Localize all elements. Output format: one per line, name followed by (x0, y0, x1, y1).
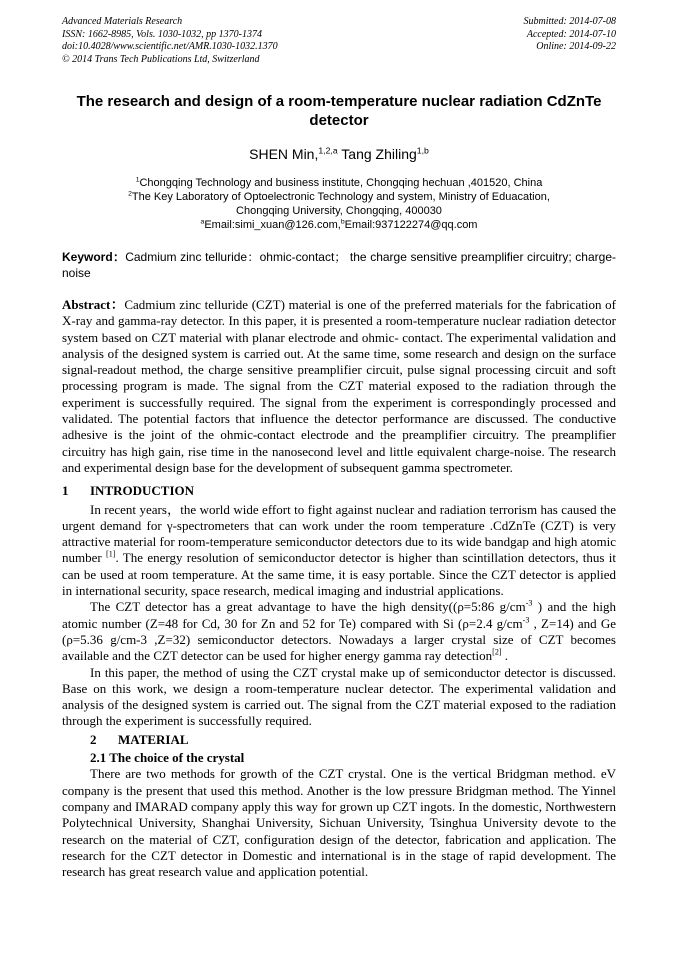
section-2-heading (90, 732, 616, 748)
section-2-number: 2 (90, 731, 97, 747)
page-header (62, 16, 616, 66)
abstract-paragraph: Abstract：Cadmium zinc telluride (CZT) material is one of the preferred materials for the fabrication of X-ray and gamma-ray detector. In this paper, it is presented a room-temperature nuclear radiation detector system based on CZT material with planar electrode and ohmic- contact. The experimental validation and analysis of the designed system is carried out. At the same time, some research and design on the surface signal-readout method, the charge sensitive preamplifier circuit, pulse signal processing circuit and soft processing program is made. The signal from the CZT material exposed to the radiation through the experiment is successfully required. The signal from the experiment is correspondingly processed and validated. The potential factors that influence the detector performance are discussed. The conductive adhesive is the joint of the ohmic-contact electrode and the preamplifier circuitry. The preamplifier circuitry has high gain, rise time in the nanosecond level and little equivalent charge-noise. The research and experimental design base for the development of subsequent gamma spectrometer. (62, 297, 616, 475)
doi-line: doi:10.4028/www.scientific.net/AMR.1030-1032.1370 (62, 41, 278, 52)
section-1-heading (62, 483, 616, 499)
section-2-title: MATERIAL (118, 731, 189, 747)
submitted-date: Submitted: 2014-07-08 (523, 16, 616, 27)
intro-paragraph-1: In recent years，the world wide effort to fight against nuclear and radiation terrorism has caused the urgent demand for γ-spectrometers that can work under the room temperature .CdZnTe (CZT) is very attractive material for room-temperature semiconductor detectors due to its wide bandgap and high atomic number [1]. The energy resolution of semiconductor detector is higher than scintillation detectors, thus it can be used at room temperature. At the same time, it is easy portable. Since the CZT detector is applied in international security, space research, medical imaging and industrial applications. (62, 501, 616, 599)
dates-info (524, 16, 617, 66)
affiliations (62, 176, 616, 232)
affiliation-2: $^2$The Key Laboratory of Optoelectronic Technology and system, Ministry of Eduacation, Chongqing University, Chongqing, 400030 (128, 190, 550, 217)
section-1-title: INTRODUCTION (90, 483, 195, 499)
intro-paragraph-3: In this paper, the method of using the CZT crystal make up of semiconductor detector is discussed. Base on this work, we design a room-temperature nuclear detector. The experimental validation and analysis of the designed system is carried out. The signal from the CZT material exposed to the radiation through the experiment is successfully required. (62, 664, 616, 729)
affiliation-1: $^1$Chongqing Technology and business institute, Chongqing hechuan ,401520, China (135, 176, 543, 189)
section-2-1-heading: 2.1 The choice of the crystal (90, 750, 245, 766)
accepted-date: Accepted: 2014-07-10 (526, 28, 616, 40)
copyright-line: © 2014 Trans Tech Publications Ltd, Switzerland (62, 53, 260, 65)
paper-title: The research and design of a room-temperature nuclear radiation CdZnTe detector (76, 93, 602, 129)
material-paragraph: There are two methods for growth of the CZT crystal. One is the vertical Bridgman method. eV company is the present that used this method. Another is the low pressure Bridgman method. The Yinnel company and IMARAD company apply this way for grown up CZT ingots. In the domestic, Northwestern Polytechnical University, Shanghai University, Sichuan University, Tsinghua University devote to the research on the material of CZT, configuration design of the detector, fabrication and application. The research for the CZT detector in Domestic and international is in the stage of rapid development. The research has great research value and application potential. (62, 766, 616, 880)
online-date: Online: 2014-09-22 (536, 41, 616, 52)
intro-paragraph-2: The CZT detector has a great advantage to have the high density((ρ=5:86 $g/cm^{-3}$ ) and the high atomic number (Z=48 for Cd, 30 for Zn and 52 for Te) compared with Si (ρ=2.4 $g/cm^{-3}$ , Z=14) and Ge (ρ=5.36 g/cm-3 ,Z=32) semiconductor detectors. Nowadays a larger crystal size of CZT becomes available and the CZT detector can be used for higher energy gamma ray detection[2] . (62, 599, 616, 664)
issn-line: ISSN: 1662-8985, Vols. 1030-1032, pp 1370-1374 (62, 28, 262, 40)
publisher-info (62, 16, 278, 66)
email-line: $^a$Email:simi_xuan@126.com,$^b$Email:937122274@qq.com (200, 218, 478, 231)
keywords-line: Keyword：Cadmium zinc telluride：ohmic-contact； the charge sensitive preamplifier circuitry; charge-noise (62, 250, 616, 280)
authors-line: SHEN Min,$^{1,2,a}$ Tang Zhiling$^{1,b}$ (249, 145, 429, 162)
journal-name: Advanced Materials Research (62, 16, 183, 27)
section-1-number: 1 (62, 483, 69, 499)
